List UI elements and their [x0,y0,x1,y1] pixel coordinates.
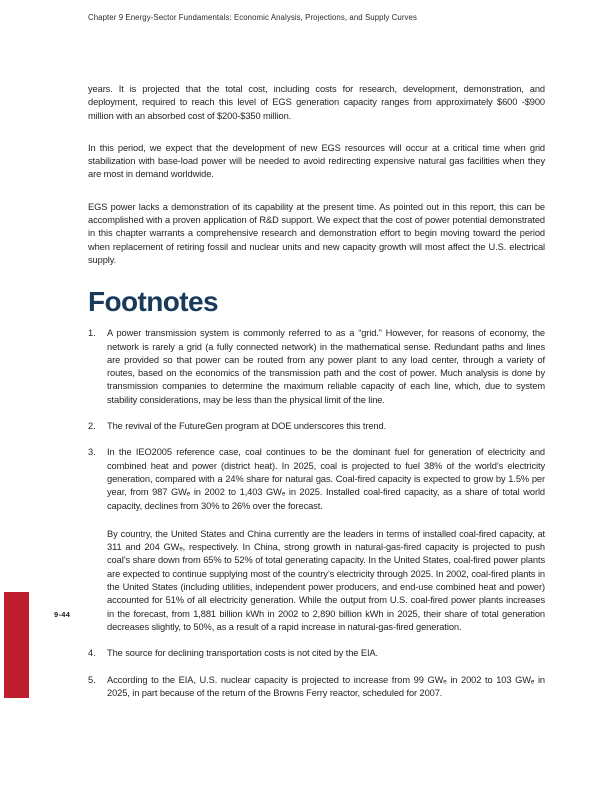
footnote-paragraph: According to the EIA, U.S. nuclear capacity is projected to increase from 99 GWₑ in 2002 to 103 GWₑ in 2025, in part because of the return of the Browns Ferry reactor, scheduled for 2007. [107,674,545,698]
footnote-item [88,420,545,433]
footnote-paragraph: The revival of the FutureGen program at DOE underscores this trend. [107,421,387,432]
footnote-text [107,327,545,407]
footnote-number: 4. [88,648,96,659]
footnote-item [88,647,545,660]
footnote-number: 5. [88,674,96,685]
footnote-item [88,446,545,634]
footnote-text [107,674,545,701]
footnote-text [107,647,545,660]
footnote-number: 2. [88,421,96,432]
footnote-paragraph: In the IEO2005 reference case, coal continues to be the dominant fuel for generation of electricity and combined heat and power (district heat). In 2025, coal is projected to fuel 38% of the world’s electricity generation, compared with a 24% share for natural gas. Coal-fired capacity is expected to grow by 1.5% per year, from 987 GWₑ in 2002 to 1,403 GWₑ in 2025. Installed coal-fired capacity, as a share of total world capacity, declines from 30% to 26% over the forecast. [107,447,545,511]
running-header: Chapter 9 Energy-Sector Fundamentals: Economic Analysis, Projections, and Supply Curves [88,13,417,22]
footnote-paragraph: A power transmission system is commonly referred to as a “grid.” However, for reasons of economy, the network is rarely a grid (a fully connected network) in the mathematical sense. Redundant paths and lines are provided so that power can be routed from any power plant to any load center, through a variety of routes, based on the economics of the transmission path and the cost of power. Much analysis is done by transmission companies to determine the maximum reliable capacity of each line, which, due to system stability considerations, may be less than the physical limit of the line. [107,328,545,405]
page-content [88,83,545,713]
footnote-paragraph: The source for declining transportation costs is not cited by the EIA. [107,648,379,659]
body-paragraph: In this period, we expect that the development of new EGS resources will occur at a critical time when grid stabilization with base-load power will be needed to avoid redirecting expensive natural gas facilities when they are most in demand worldwide. [88,142,545,180]
footnotes-heading: Footnotes [88,286,218,318]
footnote-number: 1. [88,328,96,339]
footnote-paragraph: By country, the United States and China currently are the leaders in terms of installed coal-fired capacity, at 311 and 204 GWₑ, respectively. In China, strong growth in natural-gas-fired capacity is projected to push coal’s share down from 65% to 52% of total generating capacity. In the United States, coal-fired power plants are expected to continue supplying most of the country’s electricity through 2025. In 2002, coal-fired plants in the United States (including utilities, independent power producers, and end-use combined heat and power) accounted for 51% of all electricity generation. While the output from U.S. coal-fired power plants increases in the forecast, from 1,881 billion kWh in 2002 to 2,890 billion kWh in 2025, their share of total generation decreases slightly, to 50%, as a result of a rapid increase in natural-gas-fired generation. [107,528,545,632]
page-number: 9-44 [54,610,71,619]
body-paragraph: years. It is projected that the total cost, including costs for research, development, demonstration, and deployment, required to reach this level of EGS generation capacity ranges from approximately $600 -$900 million with an absorbed cost of $200-$350 million. [88,84,545,121]
footnote-item [88,674,545,701]
footnote-item [88,327,545,407]
body-paragraph: EGS power lacks a demonstration of its capability at the present time. As pointed out in this report, this can be accomplished with a proven application of R&D support. We expect that the cost of power potential demonstrated in this chapter warrants a comprehensive research and demonstration effort to begin moving toward the period when replacement of retiring fossil and nuclear units and new capacity growth will most affect the U.S. electrical supply. [88,201,545,265]
footnote-number: 3. [88,447,96,458]
footnote-text [107,446,545,634]
footnote-text [107,420,545,433]
accent-bar [4,592,29,698]
